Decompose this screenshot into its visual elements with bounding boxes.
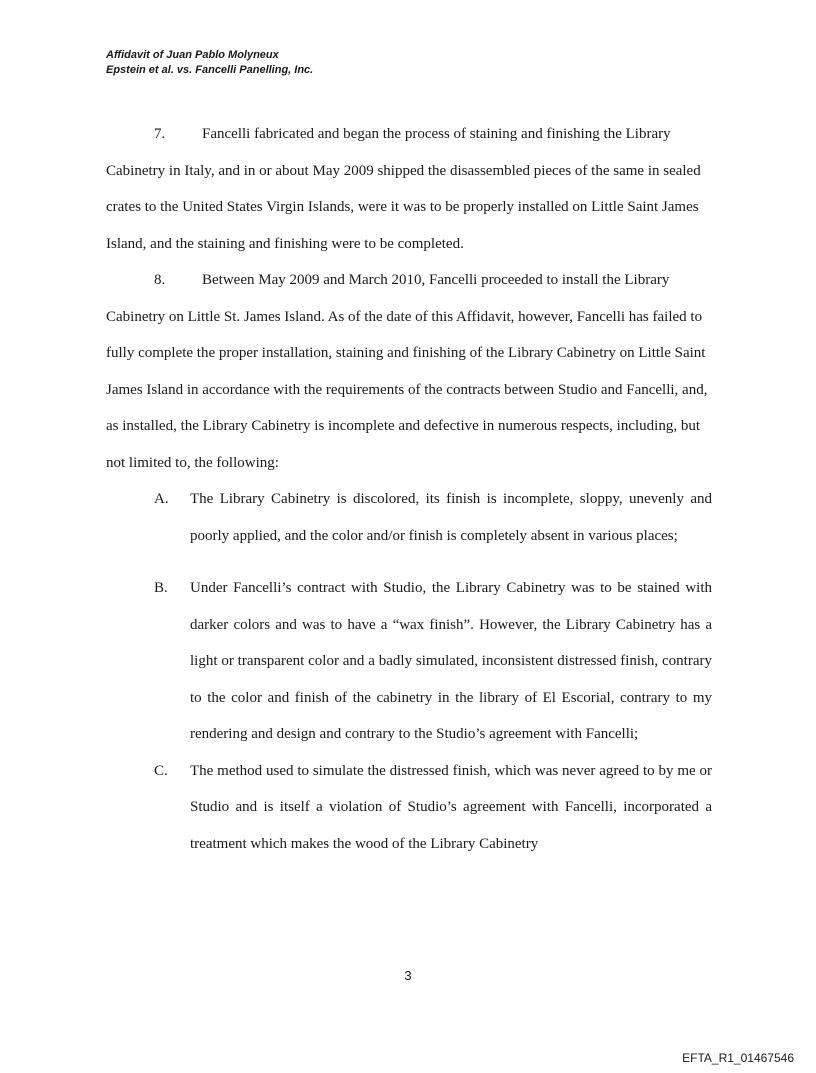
paragraph-8 — [106, 262, 712, 481]
list-item-text: Under Fancelli’s contract with Studio, the Library Cabinetry was to be stained with darker colors and was to have a “wax finish”. However, the Library Cabinetry has a light or transparent color and a badly simulated, inconsistent distressed finish, contrary to the color and finish of the cabinetry in the library of El Escorial, contrary to my rendering and design and contrary to the Studio’s agreement with Fancelli; — [190, 580, 712, 742]
document-header — [106, 48, 313, 78]
paragraph-number: 8. — [154, 272, 166, 288]
list-item-letter: B. — [154, 580, 168, 596]
list-item — [106, 481, 712, 554]
header-title: Affidavit of Juan Pablo Molyneux — [106, 49, 279, 61]
paragraph-text: Fancelli fabricated and began the process of staining and finishing the Library Cabinetry in Italy, and in or about May 2009 shipped the disassembled pieces of the same in sealed crates to the United States Virgin Islands, were it was to be properly installed on Little Saint James Island, and the staining and finishing were to be completed. — [106, 126, 701, 252]
bates-number: EFTA_R1_01467546 — [682, 1051, 794, 1065]
page-number: 3 — [404, 968, 412, 983]
document-body — [106, 116, 712, 862]
list-item-text: The Library Cabinetry is discolored, its finish is incomplete, sloppy, unevenly and poorly applied, and the color and/or finish is completely absent in various places; — [190, 491, 712, 544]
header-case-caption: Epstein et al. vs. Fancelli Panelling, Inc. — [106, 64, 314, 76]
list-item-letter: A. — [154, 491, 169, 507]
list-item — [106, 753, 712, 863]
paragraph-7 — [106, 116, 712, 262]
defect-list — [106, 481, 712, 862]
list-item-text: The method used to simulate the distressed finish, which was never agreed to by me or Studio and is itself a violation of Studio’s agreement with Fancelli, incorporated a treatment which makes the wood of the Library Cabinetry — [190, 762, 712, 852]
paragraph-number: 7. — [154, 126, 166, 142]
list-item-letter: C. — [154, 762, 168, 779]
list-item — [106, 570, 712, 753]
paragraph-text: Between May 2009 and March 2010, Fancelli proceeded to install the Library Cabinetry on Little St. James Island. As of the date of this Affidavit, however, Fancelli has failed to fully complete the proper installation, staining and finishing of the Library Cabinetry on Little Saint James Island in accordance with the requirements of the contracts between Studio and Fancelli, and, as installed, the Library Cabinetry is incomplete and defective in numerous respects, including, but not limited to, the following: — [106, 272, 708, 471]
